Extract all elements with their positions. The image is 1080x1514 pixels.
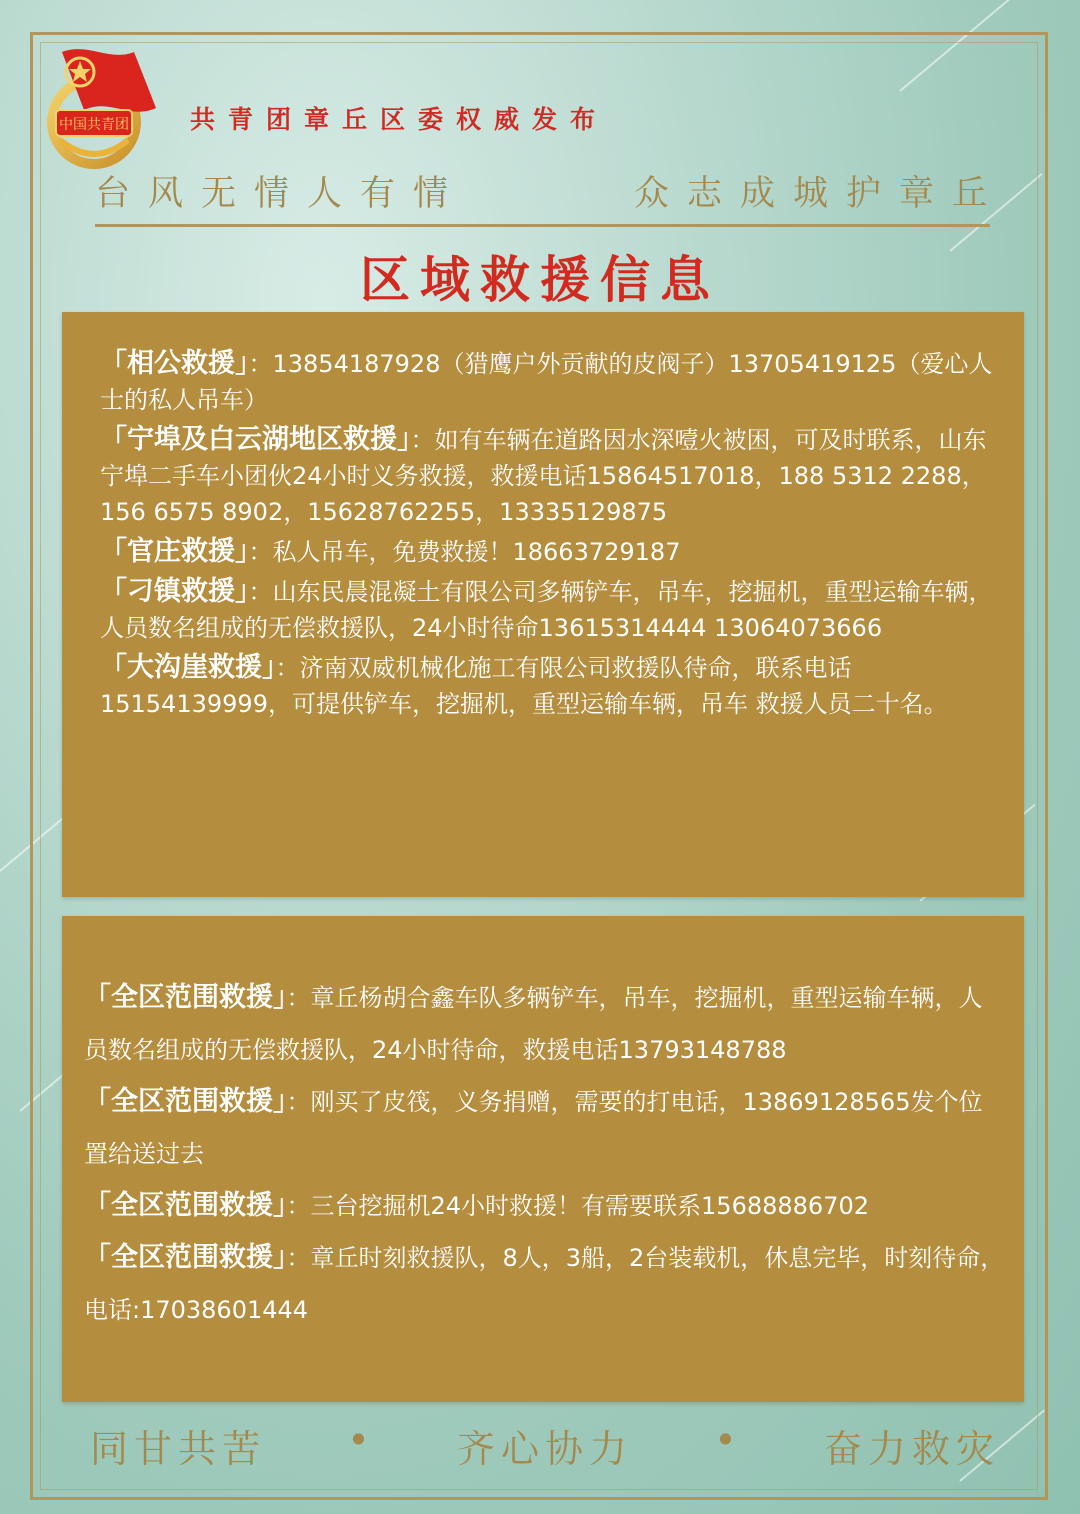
footer-separator: • [714,1418,743,1462]
entry-body: ：济南双威机械化施工有限公司救援队待命，联系电话15154139999，可提供铲车，挖掘机，重型运输车辆，吊车 救援人员二十名。 [100,654,948,718]
rescue-entry [84,1180,1006,1232]
rescue-entry [100,574,1006,646]
entry-title: 「刁镇救援」 [100,576,249,607]
rescue-info-panel-b [62,916,1024,1402]
entry-body: ：刚买了皮筏，义务捐赠，需要的打电话，13869128565发个位置给送过去 [84,1088,983,1168]
rescue-entry [100,346,1006,418]
footer-slogan [90,1418,1000,1473]
page-title: 区域救援信息 [360,250,720,309]
slogan-left: 台风无情人有情 [95,174,467,214]
footer-part: 同甘共苦 [90,1427,267,1471]
publisher-line: 共青团章丘区委权威发布 [190,105,609,134]
rescue-entry [100,650,1006,722]
entry-title: 「全区范围救援」 [84,1086,287,1117]
slogan [95,166,1005,216]
rescue-entry [84,972,1006,1076]
entry-title: 「官庄救援」 [100,536,249,567]
entry-title: 「全区范围救援」 [84,1190,287,1221]
rescue-entry [84,1232,1006,1336]
footer-separator: • [347,1418,376,1462]
entry-title: 「宁埠及白云湖地区救援」 [100,424,411,455]
entry-title: 「全区范围救援」 [84,1242,287,1273]
communist-youth-league-emblem-icon [38,40,166,170]
entry-body: ：如有车辆在道路因水深噎火被困，可及时联系，山东宁埠二手车小团伙24小时义务救援，救援电话15864517018，188 5312 2288，156 6575 8902，15628762255，13335129875 [100,426,987,526]
entry-title: 「全区范围救援」 [84,982,287,1013]
rescue-entry [84,1076,1006,1180]
footer-part: 齐心协力 [456,1427,633,1471]
rescue-entry [100,534,1006,570]
slogan-right: 众志成城护章丘 [633,174,1005,214]
footer-part: 奋力救灾 [823,1427,1000,1471]
rescue-entry [100,422,1006,530]
entry-body: ：山东民晨混凝土有限公司多辆铲车，吊车，挖掘机，重型运输车辆，人员数名组成的无偿救援队，24小时待命13615314444 13064073666 [100,578,993,642]
entry-body: ：私人吊车，免费救援！18663729187 [248,538,681,566]
divider [95,224,990,227]
entry-body: ：13854187928（猎鹰户外贡献的皮阀子）13705419125（爱心人士的私人吊车） [100,350,993,414]
logo-text: 中国共青团 [59,117,129,133]
entry-title: 「大沟崖救援」 [100,652,276,683]
entry-body: ：章丘杨胡合鑫车队多辆铲车，吊车，挖掘机，重型运输车辆，人员数名组成的无偿救援队，24小时待命，救援电话13793148788 [84,984,983,1064]
entry-body: ：章丘时刻救援队，8人，3船，2台装载机，休息完毕，时刻待命，电话:17038601444 [84,1244,1005,1324]
entry-body: ：三台挖掘机24小时救援！有需要联系15688886702 [286,1192,870,1220]
entry-title: 「相公救援」 [100,348,249,379]
rescue-info-panel-a [62,312,1024,897]
